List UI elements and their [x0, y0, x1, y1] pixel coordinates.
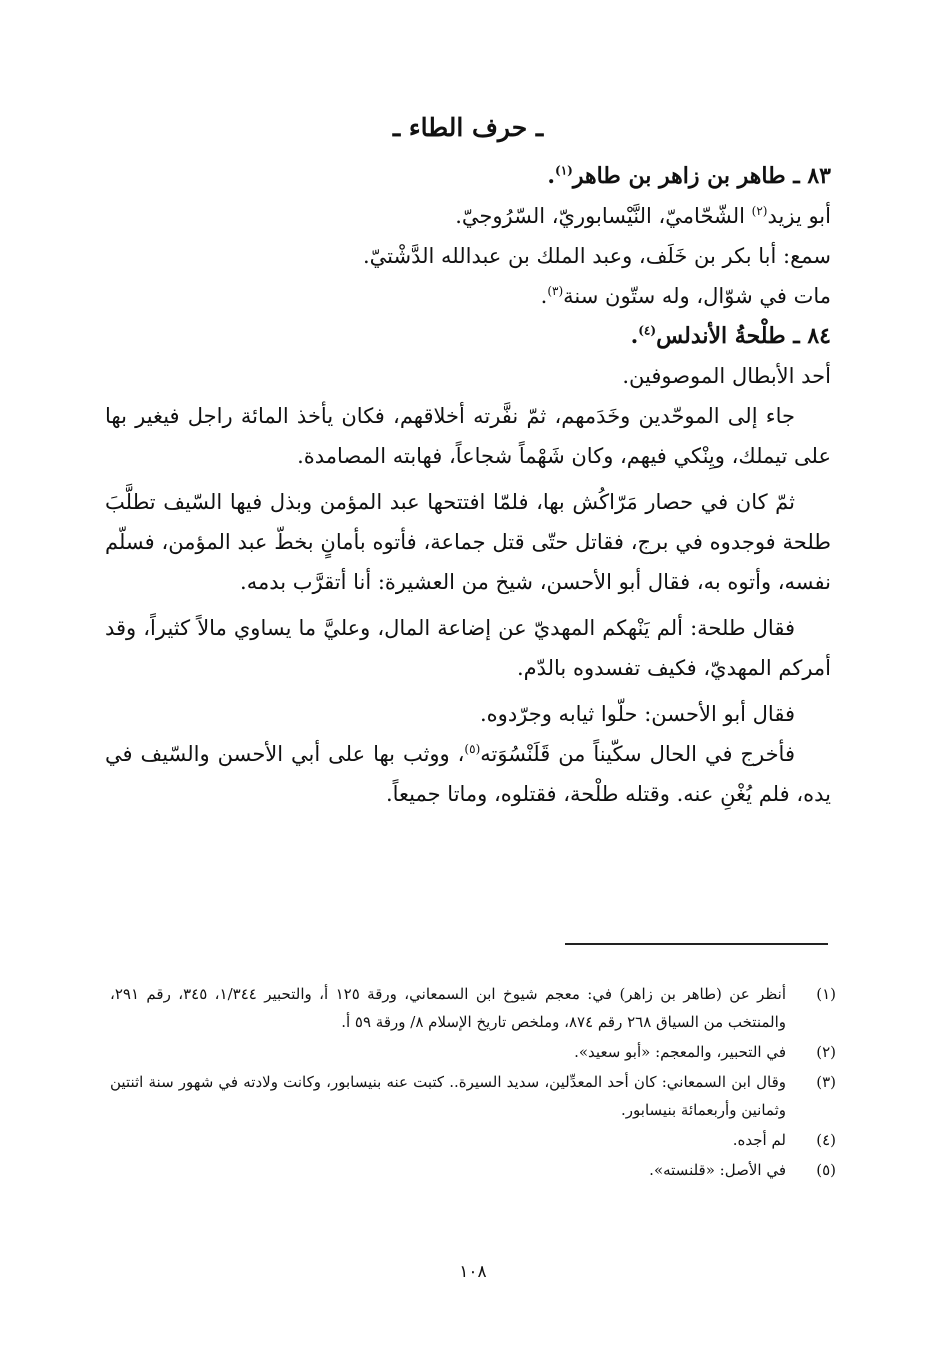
entry-83-line-2: سمع: أبا بكر بن خَلَف، وعبد الملك بن عبدالله الدَّشْتيّ.: [362, 244, 831, 268]
footnote-number: (٢): [816, 1043, 836, 1061]
entry-83-line-1: أبو يزيد$^{(٢)}$ الشّحّاميّ، النَّيْسابوريّ، السّرُوجيّ.: [455, 204, 831, 228]
entry-84-para-1: أحد الأبطال الموصوفين.: [622, 364, 831, 388]
footnote-text: في التحبير، والمعجم: «أبو سعيد».: [574, 1043, 786, 1061]
footnote-number: (٣): [816, 1073, 836, 1091]
footnote-text: وقال ابن السمعاني: كان أحد المعدِّلين، سديد السيرة.. كتبت عنه بنيسابور، وكانت ولادته في شهور سنة اثنتين وثمانين وأربعمائة بنيسابور.: [110, 1073, 786, 1119]
footnote-text: لم أجده.: [732, 1131, 786, 1149]
footnote-5: [110, 1156, 836, 1184]
footnote-1: [110, 980, 836, 1036]
footnote-number: (٤): [816, 1131, 836, 1149]
footnote-ref-1: (١): [555, 163, 573, 178]
entry-84-para-5: فقال أبو الأحسن: حلّوا ثيابه وجرّدوه.: [480, 702, 795, 726]
footnote-ref-5: (٥): [464, 742, 481, 756]
footnote-ref-2: (٢): [751, 204, 768, 218]
entry-84-title: ٨٤ ـ طلْحةُ الأندلس: [656, 323, 831, 349]
page-number: ١٠٨: [459, 1262, 487, 1282]
entry-84-para-6: فأخرج في الحال سكّيناً من قَلَنْسُوَته$^{(٥)}$، ووثب بها على أبي الأحسن والسّيف في يده، فلم يُغْنِ عنه. وقتله طلْحة، فقتلوه، وماتا جميعاً.: [105, 742, 831, 806]
footnote-4: [110, 1126, 836, 1154]
footnote-separator: [565, 943, 828, 945]
entry-83-line-3: مات في شوّال، وله ستّون سنة$^{(٣)}$.: [540, 284, 831, 308]
footnote-text: أنظر عن (طاهر بن زاهر) في: معجم شيوخ ابن السمعاني، ورقة ١٢٥ أ، والتحبير ١/٣٤٤، ٣٤٥، رقم ٢٩١، والمنتخب من السياق ٢٦٨ رقم ٨٧٤، وملخص تاريخ الإسلام ٨/ ورقة ٥٩ أ.: [110, 985, 786, 1031]
entry-84-heading: ٨٤ ـ طلْحةُ الأندلس$^{(٤)}$.: [630, 323, 831, 349]
entry-84-para-4: فقال طلحة: ألم يَنْهكم المهديّ عن إضاعة المال، وعليَّ ما يساوي مالاً كثيراً، وقد أمركم المهديّ، فكيف تفسدوه بالدّم.: [105, 616, 831, 680]
footnote-ref-3: (٣): [547, 284, 564, 298]
entry-84-para-3: ثمّ كان في حصار مَرّاكُش بها، فلمّا افتتحها عبد المؤمن وبذل فيها السّيف تطلَّبَ طلحة فوجدوه في برج، فقاتل حتّى قتل جماعة، فأتوه بأمانٍ بخطّ عبد المؤمن، فسلّم نفسه، وأتوه به، فقال أبو الأحسن، شيخ من العشيرة: أنا أتقرَّب بدمه.: [105, 490, 831, 594]
entry-83-heading: ٨٣ ـ طاهر بن زاهر بن طاهر$^{(١)}$.: [547, 163, 831, 189]
footnote-number: (١): [816, 985, 836, 1003]
entry-83-title: ٨٣ ـ طاهر بن زاهر بن طاهر: [572, 163, 831, 189]
footnotes: [110, 980, 836, 1186]
main-text: [105, 108, 831, 814]
entry-84-para-2: جاء إلى الموحّدين وخَدَمهم، ثمّ نفَّرته أخلاقهم، فكان يأخذ المائة راجل فيغير بها على تيملك، ويِنْكي فيهم، وكان شَهْماً شجاعاً، فهابته المصامدة.: [105, 404, 831, 468]
footnote-number: (٥): [816, 1161, 836, 1179]
chapter-title: ـ حرف الطاء ـ: [392, 113, 544, 142]
footnote-ref-4: (٤): [638, 323, 657, 338]
footnote-text: في الأصل: «قلنسته».: [649, 1161, 786, 1179]
footnote-2: [110, 1038, 836, 1066]
footnote-3: [110, 1068, 836, 1124]
